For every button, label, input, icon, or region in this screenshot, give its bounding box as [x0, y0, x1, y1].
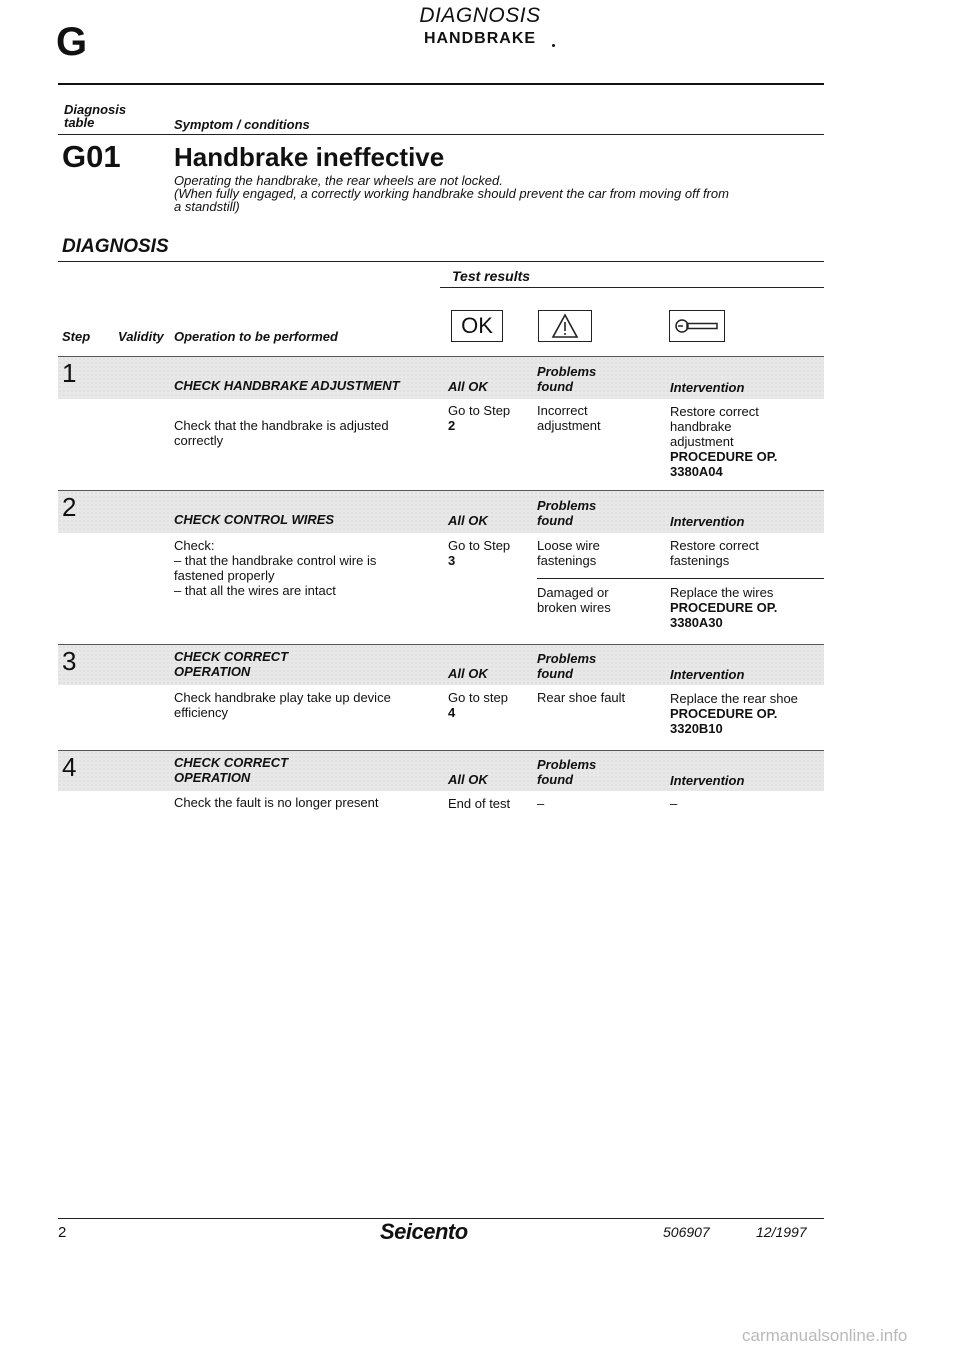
step-1-all-ok: All OK [448, 379, 488, 394]
step-4-intervention-text [670, 796, 677, 811]
step-4-problems-line2: found [537, 772, 574, 787]
step-2-intervention: Intervention [670, 514, 745, 529]
step-2-procedure-code: 3380A30 [670, 615, 723, 630]
step-1-operation-line1: Check that the handbrake is adjusted [174, 418, 389, 433]
step-4-title-line2: OPERATION [174, 770, 251, 785]
step-3-intervention: Intervention [670, 667, 745, 682]
step-4-title [174, 755, 288, 785]
step-3-operation [174, 690, 391, 720]
col-step: Step [62, 329, 91, 344]
step-1-operation [174, 418, 389, 448]
step-2-operation-line3: fastened properly [174, 568, 275, 583]
diagnosis-rule [58, 261, 824, 262]
step-3-number: 3 [62, 646, 77, 676]
step-1-all-ok-line2: 2 [448, 418, 456, 433]
step-3-title-line1: CHECK CORRECT [174, 649, 289, 664]
step-1-problems-found [537, 364, 596, 394]
step-1-intervention-line3: adjustment [670, 434, 734, 449]
step-3-problem [537, 690, 625, 705]
step-4-problems-found [537, 757, 596, 787]
step-3-operation-line1: Check handbrake play take up device [174, 690, 391, 705]
step-3-intervention-text [670, 691, 798, 736]
step-2-all-ok: All OK [448, 513, 488, 528]
step-2-operation [174, 538, 376, 598]
step-1-operation-line2: correctly [174, 433, 224, 448]
step-2-intervention-b-line1: Replace the wires [670, 585, 774, 600]
step-2-number: 2 [62, 492, 77, 522]
step-2-all-ok-line2: 3 [448, 553, 456, 568]
step-4-all-ok-result [448, 796, 510, 811]
test-results-rule [440, 287, 824, 288]
step-1-number: 1 [62, 358, 77, 388]
step-1-title: CHECK HANDBRAKE ADJUSTMENT [174, 378, 400, 393]
header-rule [58, 83, 824, 85]
step-2-problem-b [537, 585, 611, 615]
diagnosis-table-label-line1: Diagnosis [64, 102, 127, 117]
step-2-intervention-a-line1: Restore correct [670, 538, 759, 553]
fault-description-line2: (When fully engaged, a correctly working handbrake should prevent the car from moving off from [174, 186, 729, 201]
speck-dot [552, 44, 555, 47]
watermark: carmanualsonline.info [742, 1326, 908, 1345]
page-number: 2 [58, 1224, 67, 1241]
step-1-all-ok-result [448, 403, 510, 433]
fault-code: G01 [62, 139, 121, 174]
step-3-title [174, 649, 288, 679]
section-letter: G [56, 20, 88, 64]
step-2-intervention-b [670, 585, 777, 630]
step-2-problem-a-line2: fastenings [537, 553, 597, 568]
step-2-operation-line4: – that all the wires are intact [174, 583, 336, 598]
diagnosis-table-label [64, 103, 126, 129]
step-4-intervention: Intervention [670, 773, 745, 788]
step-2-title: CHECK CONTROL WIRES [174, 512, 335, 527]
step-2-problems-line1: Problems [537, 498, 597, 513]
step-2-operation-line2: – that the handbrake control wire is [174, 553, 377, 568]
step-2-problems-found [537, 498, 596, 528]
step-2-all-ok-result [448, 538, 510, 568]
ok-icon-label: OK [461, 313, 493, 338]
step-3-operation-line2: efficiency [174, 705, 228, 720]
step-3-all-ok-line2: 4 [448, 705, 456, 720]
step-2-all-ok-line1: Go to Step [448, 538, 511, 553]
step-2-subrow-rule [537, 578, 824, 579]
step-1-problem-line2: adjustment [537, 418, 601, 433]
symptom-label: Symptom / conditions [174, 117, 310, 132]
step-2-problems-line2: found [537, 513, 574, 528]
step-1-procedure-code: 3380A04 [670, 464, 723, 479]
step-1-problems-line2: found [537, 379, 574, 394]
symptom-rule [58, 134, 824, 135]
step-2-problem-a-line1: Loose wire [537, 538, 600, 553]
step-1-problem [537, 403, 601, 433]
step-3-all-ok-line1: Go to step [448, 690, 508, 705]
doc-number: 506907 [663, 1224, 710, 1240]
spanner-icon [669, 310, 725, 342]
step-2-problem-b-line2: broken wires [537, 600, 611, 615]
step-4-operation-line1: Check the fault is no longer present [174, 795, 379, 810]
step-1-problems-line1: Problems [537, 364, 597, 379]
step-1-intervention-text [670, 404, 777, 479]
step-4-number: 4 [62, 752, 77, 782]
step-3-problems-line1: Problems [537, 651, 597, 666]
col-operation: Operation to be performed [174, 329, 338, 344]
brand-logo: Seicento [380, 1219, 468, 1244]
fault-heading: Handbrake ineffective [174, 142, 445, 172]
step-3-problems-line2: found [537, 666, 574, 681]
step-3-procedure-code: 3320B10 [670, 721, 723, 736]
step-4-problems-line1: Problems [537, 757, 597, 772]
step-3-all-ok: All OK [448, 666, 488, 681]
fault-description-line1: Operating the handbrake, the rear wheels are not locked. [174, 173, 503, 188]
page-header-title: DIAGNOSIS [419, 4, 541, 27]
test-results-label: Test results [452, 268, 531, 284]
step-4-problem [537, 796, 544, 811]
col-validity: Validity [118, 329, 164, 344]
warning-triangle-icon [538, 310, 592, 342]
step-3-problem-line1: Rear shoe fault [537, 690, 626, 705]
step-4-title-line1: CHECK CORRECT [174, 755, 289, 770]
step-4-operation [174, 795, 379, 810]
step-2-problem-a [537, 538, 600, 568]
step-3-problems-found [537, 651, 596, 681]
step-3-title-line2: OPERATION [174, 664, 251, 679]
step-2-operation-line1: Check: [174, 538, 215, 553]
step-4-all-ok: All OK [448, 772, 488, 787]
step-2-intervention-a [670, 538, 759, 568]
step-2-procedure-label: PROCEDURE OP. [670, 600, 778, 615]
fault-description-line3: a standstill) [174, 199, 240, 214]
diagnosis-table-label-line2: table [64, 115, 95, 130]
step-4-intervention-line1: – [670, 796, 678, 811]
fault-description [174, 174, 834, 213]
step-1-problem-line1: Incorrect [537, 403, 588, 418]
step-1-intervention-line1: Restore correct [670, 404, 759, 419]
step-2-problem-b-line1: Damaged or [537, 585, 609, 600]
step-4-all-ok-line1: End of test [448, 796, 511, 811]
step-3-all-ok-result [448, 690, 508, 720]
step-2-intervention-a-line2: fastenings [670, 553, 730, 568]
diagnosis-title: DIAGNOSIS [62, 236, 169, 257]
page-header-subtitle: HANDBRAKE [423, 30, 537, 47]
doc-date: 12/1997 [756, 1224, 807, 1240]
step-3-procedure-label: PROCEDURE OP. [670, 706, 778, 721]
step-1-procedure-label: PROCEDURE OP. [670, 449, 778, 464]
step-1-all-ok-line1: Go to Step [448, 403, 511, 418]
step-4-problem-line1: – [537, 796, 545, 811]
ok-icon [451, 310, 503, 342]
step-1-intervention-line2: handbrake [670, 419, 732, 434]
step-1-intervention: Intervention [670, 380, 745, 395]
step-3-intervention-line1: Replace the rear shoe [670, 691, 798, 706]
